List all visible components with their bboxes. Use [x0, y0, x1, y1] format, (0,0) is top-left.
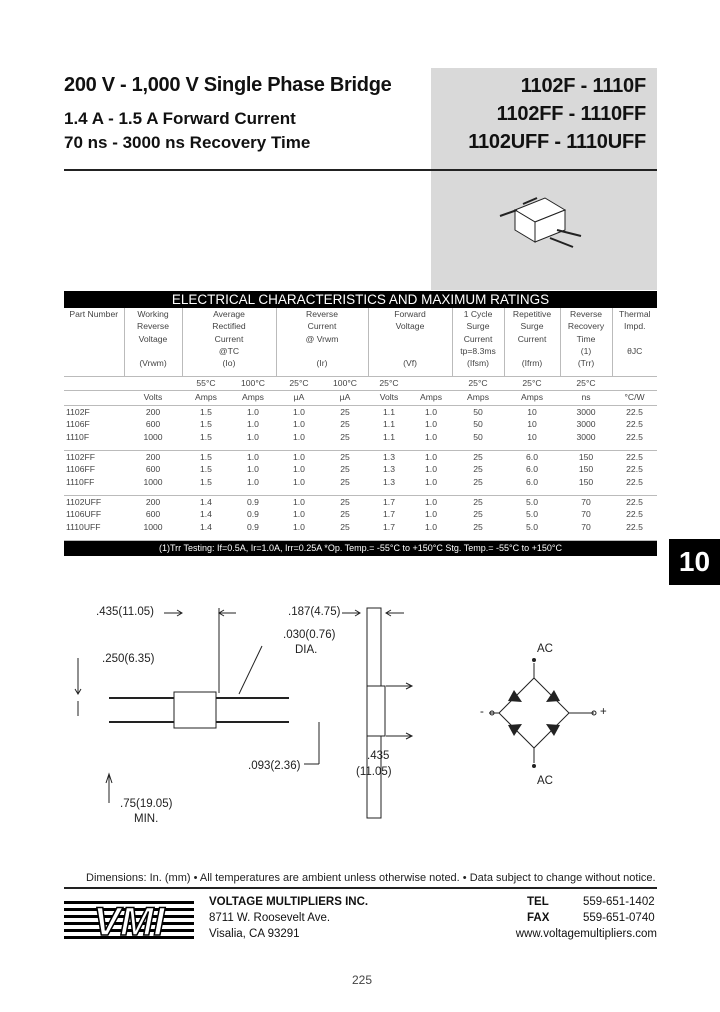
- value: 1.0: [293, 407, 305, 417]
- column-header: [612, 308, 657, 377]
- footer-rule: [64, 887, 657, 889]
- value: 1.7: [383, 509, 395, 520]
- value-cell: [560, 406, 612, 451]
- value: 25: [473, 497, 483, 507]
- column-header-line: Time: [576, 333, 596, 344]
- column-header-line: (Io): [222, 358, 236, 369]
- svg-text:VMI: VMI: [93, 900, 165, 941]
- value: 25: [473, 509, 483, 520]
- value: 6.0: [526, 476, 538, 487]
- website-link[interactable]: www.voltagemultipliers.com: [515, 928, 657, 940]
- value: 600: [145, 419, 161, 430]
- column-header-line: Rectified: [212, 321, 246, 332]
- column-header-line: [125, 345, 182, 357]
- value-cell: [410, 406, 452, 451]
- column-header-line: (1): [580, 345, 592, 356]
- column-header-line: Part Number: [69, 309, 119, 319]
- column-header: [276, 308, 368, 377]
- column-header-line: Impd.: [624, 321, 646, 332]
- part-number: 1106FF: [66, 464, 95, 475]
- value: 3000: [576, 407, 596, 417]
- temp-cell: [124, 377, 182, 391]
- value: 5.0: [526, 497, 538, 507]
- value-cell: [612, 496, 657, 541]
- part-range-f: 1102F - 1110F: [520, 75, 646, 97]
- column-header: [182, 308, 276, 377]
- value: 600: [145, 509, 161, 520]
- dim-lead-length-min: MIN.: [134, 813, 159, 825]
- value: 0.9: [247, 497, 259, 507]
- value-cell: [410, 496, 452, 541]
- value-cell: [560, 496, 612, 541]
- value: 150: [578, 476, 594, 487]
- value: 6.0: [526, 452, 538, 462]
- dim-body-thickness: .187(4.75): [288, 606, 341, 618]
- table-row-group: [64, 496, 657, 541]
- value: 1.0: [247, 476, 259, 487]
- bridge-package-illustration: [495, 190, 585, 260]
- column-header-line: (Vrwm): [139, 358, 167, 369]
- temp-cell: [410, 377, 452, 391]
- part-number-cell: [64, 451, 124, 496]
- unit-cell: °C/W: [612, 391, 657, 406]
- value: 25: [473, 521, 483, 532]
- temp-cell: 100°C: [322, 377, 368, 391]
- column-header-line: [505, 345, 560, 357]
- column-header-line: [613, 357, 658, 369]
- value: 1.3: [383, 464, 395, 475]
- value-cell: [124, 451, 182, 496]
- part-range-uff: 1102UFF - 1110UFF: [468, 131, 646, 153]
- value: 1.5: [200, 431, 212, 442]
- footer-note: Dimensions: In. (mm) • All temperatures are ambient unless otherwise noted. • Data subject to change without notice.: [86, 872, 656, 884]
- value: 1.4: [200, 509, 212, 520]
- value: 1.3: [383, 476, 395, 487]
- column-header-line: (Trr): [577, 358, 595, 369]
- fax-number: 559-651-0740: [583, 912, 655, 924]
- value: 1000: [143, 521, 163, 532]
- unit-cell: ns: [560, 391, 612, 406]
- unit-cell: µA: [276, 391, 322, 406]
- value: 1.0: [425, 419, 437, 430]
- value: 25: [340, 476, 350, 487]
- page-number: 225: [352, 973, 373, 987]
- value-cell: [504, 406, 560, 451]
- value-cell: [230, 406, 276, 451]
- value-cell: [504, 496, 560, 541]
- value-cell: [276, 451, 322, 496]
- dim-height-mm: (11.05): [356, 766, 392, 778]
- value: 1000: [143, 431, 163, 442]
- value: 1.0: [425, 521, 437, 532]
- value: 3000: [576, 431, 596, 442]
- value: 1.5: [200, 419, 212, 430]
- value: 600: [145, 464, 161, 475]
- column-header-line: (Ifsm): [467, 358, 489, 369]
- value: 5.0: [526, 509, 538, 520]
- value-cell: [124, 406, 182, 451]
- temp-cell: [612, 377, 657, 391]
- value: 1.0: [425, 452, 437, 462]
- column-header-line: [369, 333, 452, 345]
- column-header-line: Voltage: [138, 333, 168, 344]
- value: 50: [473, 431, 483, 442]
- value: 25: [340, 497, 350, 507]
- temp-cell: 100°C: [230, 377, 276, 391]
- value-cell: [322, 406, 368, 451]
- dim-lead-spacing: .250(6.35): [102, 653, 155, 665]
- value-cell: [322, 451, 368, 496]
- value: 10: [527, 431, 537, 442]
- subtitle-current: 1.4 A - 1.5 A Forward Current: [64, 109, 296, 128]
- column-header-line: Reverse: [137, 321, 169, 332]
- part-number: 1110FF: [66, 476, 95, 487]
- value: 70: [581, 509, 591, 520]
- table-row-group: [64, 451, 657, 496]
- temp-cell: 55°C: [182, 377, 230, 391]
- schematic-ac-top: AC: [537, 643, 553, 655]
- column-header-line: Repetitive: [512, 309, 552, 319]
- part-number-cell: [64, 406, 124, 451]
- value: 50: [473, 419, 483, 430]
- value-cell: [182, 406, 230, 451]
- dim-lead-offset: .093(2.36): [248, 760, 301, 772]
- unit-cell: Amps: [182, 391, 230, 406]
- value: 50: [473, 407, 483, 417]
- value-cell: [612, 406, 657, 451]
- value: 25: [340, 407, 350, 417]
- value-cell: [182, 496, 230, 541]
- schematic-ac-bottom: AC: [537, 775, 553, 787]
- column-header-line: Surge: [466, 321, 490, 332]
- column-header-line: Current: [307, 321, 337, 332]
- value: 25: [340, 431, 350, 442]
- column-header-line: (Ir): [316, 358, 328, 369]
- dim-lead-diameter-label: DIA.: [295, 644, 318, 656]
- value-cell: [230, 451, 276, 496]
- value-cell: [230, 496, 276, 541]
- temp-cell: 25°C: [276, 377, 322, 391]
- column-header-line: Forward: [394, 309, 426, 319]
- value: 0.9: [247, 509, 259, 520]
- fax-label: FAX: [527, 912, 550, 924]
- column-header-line: Current: [214, 333, 244, 344]
- temp-cell: [64, 377, 124, 391]
- value: 1.7: [383, 497, 395, 507]
- column-header-line: Average: [213, 309, 245, 319]
- value: 25: [473, 452, 483, 462]
- value: 22.5: [626, 419, 643, 430]
- value: 150: [578, 452, 594, 462]
- value-cell: [322, 496, 368, 541]
- value: 5.0: [526, 521, 538, 532]
- value: 25: [340, 521, 350, 532]
- value: 1.0: [425, 509, 437, 520]
- column-header-line: Reverse: [306, 309, 338, 319]
- unit-cell: Amps: [410, 391, 452, 406]
- value: 22.5: [626, 452, 643, 462]
- column-header: [368, 308, 452, 377]
- column-header-line: Current: [463, 333, 493, 344]
- value: 22.5: [626, 521, 643, 532]
- value: 1.0: [425, 407, 437, 417]
- value: 1.1: [383, 431, 395, 442]
- column-header: [560, 308, 612, 377]
- value-cell: [276, 406, 322, 451]
- column-header: [452, 308, 504, 377]
- column-header-line: Current: [517, 333, 547, 344]
- value-cell: [368, 406, 410, 451]
- part-number: 1110UFF: [66, 521, 101, 532]
- column-header-line: [369, 345, 452, 357]
- value: 25: [340, 509, 350, 520]
- section-tab: 10: [669, 539, 720, 585]
- value-cell: [124, 496, 182, 541]
- value: 22.5: [626, 431, 643, 442]
- value: 1.5: [200, 476, 212, 487]
- dim-body-width: .435(11.05): [96, 606, 154, 618]
- value-cell: [276, 496, 322, 541]
- column-header: [64, 308, 124, 377]
- value: 200: [145, 497, 161, 507]
- value-cell: [452, 451, 504, 496]
- part-number: 1102UFF: [66, 497, 102, 507]
- unit-cell: Amps: [452, 391, 504, 406]
- value-cell: [182, 451, 230, 496]
- dim-lead-length: .75(19.05): [120, 798, 173, 810]
- value: 10: [527, 419, 537, 430]
- table-temp-row: [64, 377, 657, 391]
- tel-label: TEL: [527, 896, 549, 908]
- value: 1.0: [293, 431, 305, 442]
- value-cell: [410, 451, 452, 496]
- table-title: ELECTRICAL CHARACTERISTICS AND MAXIMUM RATINGS: [64, 291, 657, 308]
- column-header-line: Working: [137, 309, 169, 319]
- value-cell: [368, 451, 410, 496]
- value: 1.1: [383, 419, 395, 430]
- part-number: 1110F: [66, 431, 90, 442]
- part-number: 1102FF: [66, 452, 95, 462]
- value: 1.5: [200, 464, 212, 475]
- part-number-cell: [64, 496, 124, 541]
- subtitle-recovery: 70 ns - 3000 ns Recovery Time: [64, 133, 311, 152]
- value: 6.0: [526, 464, 538, 475]
- page-title: 200 V - 1,000 V Single Phase Bridge: [64, 74, 392, 96]
- electrical-characteristics-table: [64, 291, 657, 556]
- value: 22.5: [626, 476, 643, 487]
- value: 1.0: [247, 431, 259, 442]
- part-range-ff: 1102FF - 1110FF: [496, 103, 646, 125]
- value: 1.4: [200, 497, 212, 507]
- column-header-line: Reverse: [570, 309, 603, 319]
- value-cell: [504, 451, 560, 496]
- value: 1.0: [425, 497, 437, 507]
- column-header-line: Voltage: [395, 321, 425, 332]
- value: 1.0: [247, 407, 259, 417]
- part-number: 1106F: [66, 419, 90, 430]
- value: 1.0: [293, 464, 305, 475]
- value: 1.3: [383, 452, 395, 462]
- value: 1.0: [293, 452, 305, 462]
- value: 1.0: [293, 521, 305, 532]
- column-header-line: [613, 333, 658, 345]
- column-header-line: Recovery: [567, 321, 605, 332]
- value: 25: [340, 419, 350, 430]
- column-header-line: θJC: [627, 345, 643, 356]
- value: 70: [581, 521, 591, 532]
- value: 1.0: [247, 452, 259, 462]
- value: 1.4: [200, 521, 212, 532]
- value: 0.9: [247, 521, 259, 532]
- column-header: [504, 308, 560, 377]
- value: 1.1: [383, 407, 395, 417]
- value-cell: [612, 451, 657, 496]
- company-name: VOLTAGE MULTIPLIERS INC.: [209, 896, 369, 908]
- temp-cell: 25°C: [452, 377, 504, 391]
- column-header-line: [277, 345, 368, 357]
- value: 1.0: [247, 464, 259, 475]
- value: 25: [473, 476, 483, 487]
- value: 22.5: [626, 407, 643, 417]
- value: 22.5: [626, 464, 643, 475]
- column-header-line: (Ifrm): [521, 358, 543, 369]
- company-address-2: Visalia, CA 93291: [209, 928, 300, 940]
- unit-cell: [64, 391, 124, 406]
- value: 70: [581, 497, 591, 507]
- schematic-minus: -: [480, 706, 484, 718]
- column-header-line: tp=8.3ms: [460, 345, 496, 356]
- header-rule: [64, 169, 657, 171]
- temp-cell: 25°C: [560, 377, 612, 391]
- value: 25: [340, 452, 350, 462]
- temp-cell: 25°C: [504, 377, 560, 391]
- value: 1.0: [247, 419, 259, 430]
- value: 200: [145, 452, 161, 462]
- value: 1.0: [425, 464, 437, 475]
- value: 1.0: [425, 431, 437, 442]
- column-header-line: 1 Cycle: [463, 309, 493, 319]
- unit-cell: Amps: [230, 391, 276, 406]
- value-cell: [560, 451, 612, 496]
- value: 1000: [143, 476, 163, 487]
- column-header-line: @TC: [218, 345, 240, 356]
- column-header-line: Surge: [520, 321, 544, 332]
- trr-test-note: (1)Trr Testing: If=0.5A, Ir=1.0A, Irr=0.25A *Op. Temp.= -55°C to +150°C Stg. Temp.= -55°C to +150°C: [64, 541, 657, 556]
- value: 1.0: [425, 476, 437, 487]
- value-cell: [452, 496, 504, 541]
- table-unit-row: [64, 391, 657, 406]
- temp-cell: 25°C: [368, 377, 410, 391]
- vmi-logo: [64, 897, 194, 941]
- value: 22.5: [626, 497, 643, 507]
- value: 1.7: [383, 521, 395, 532]
- value: 22.5: [626, 509, 643, 520]
- value-cell: [452, 406, 504, 451]
- column-header: [124, 308, 182, 377]
- column-header-line: (Vf): [403, 358, 417, 369]
- value: 3000: [576, 419, 596, 430]
- column-header-line: @ Vrwm: [305, 333, 339, 344]
- column-header-line: Thermal: [619, 309, 651, 319]
- tel-number: 559-651-1402: [583, 896, 655, 908]
- value: 200: [145, 407, 161, 417]
- value: 150: [578, 464, 594, 475]
- part-number: 1102F: [66, 407, 90, 417]
- unit-cell: µA: [322, 391, 368, 406]
- value: 1.0: [293, 476, 305, 487]
- value: 1.0: [293, 509, 305, 520]
- value: 1.5: [200, 407, 212, 417]
- dim-height: .435: [367, 750, 390, 762]
- table-row-group: [64, 406, 657, 451]
- unit-cell: Volts: [124, 391, 182, 406]
- value: 25: [340, 464, 350, 475]
- table-header-row: [64, 308, 657, 377]
- unit-cell: Amps: [504, 391, 560, 406]
- unit-cell: Volts: [368, 391, 410, 406]
- value: 1.0: [293, 497, 305, 507]
- value-cell: [368, 496, 410, 541]
- company-address-1: 8711 W. Roosevelt Ave.: [209, 912, 331, 924]
- schematic-plus: +: [600, 706, 607, 718]
- dim-lead-diameter: .030(0.76): [283, 629, 336, 641]
- part-number: 1106UFF: [66, 509, 102, 520]
- value: 1.5: [200, 452, 212, 462]
- value: 10: [527, 407, 537, 417]
- value: 25: [473, 464, 483, 475]
- value: 1.0: [293, 419, 305, 430]
